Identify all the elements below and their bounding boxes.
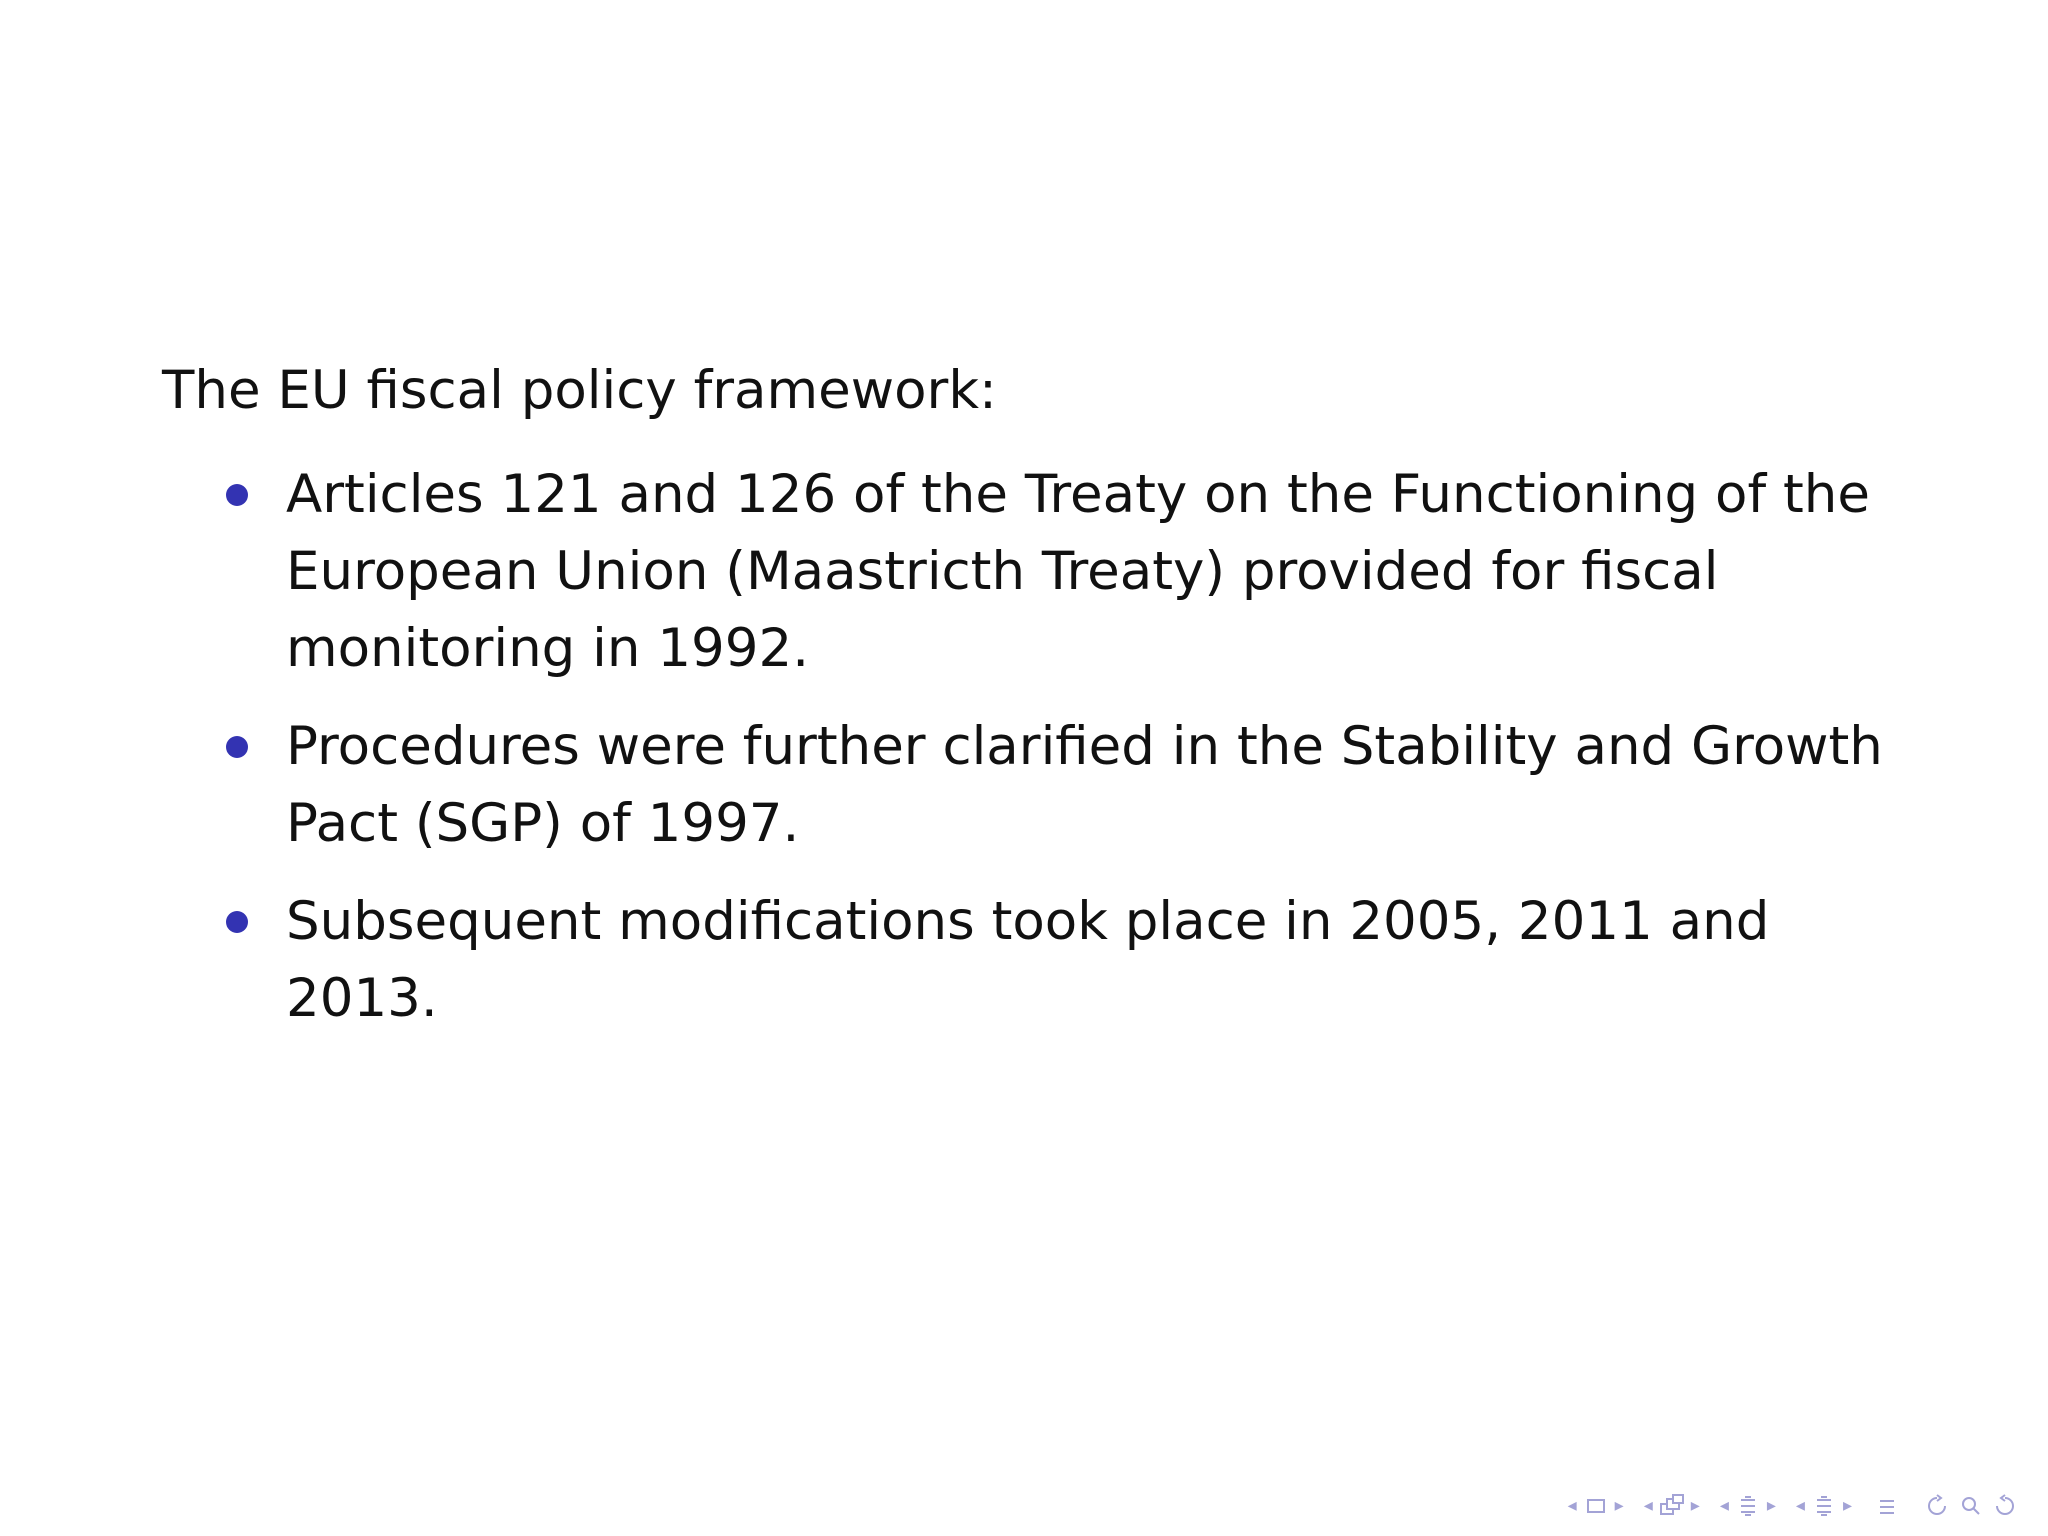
nav-frame-group[interactable] bbox=[1568, 1491, 1624, 1521]
bullet-dot-icon bbox=[226, 911, 248, 933]
bullet-list bbox=[162, 456, 1912, 1037]
nav-right-arrow-icon[interactable]: ▸ bbox=[1614, 1495, 1624, 1516]
back-icon[interactable] bbox=[1922, 1491, 1952, 1521]
nav-left-arrow-icon[interactable]: ◂ bbox=[1643, 1495, 1653, 1516]
bullet-dot-icon bbox=[226, 484, 248, 506]
search-icon[interactable] bbox=[1956, 1491, 1986, 1521]
slide-content bbox=[162, 352, 1912, 1058]
forward-icon[interactable] bbox=[1990, 1491, 2020, 1521]
nav-subsection-group[interactable] bbox=[1644, 1491, 1700, 1521]
slide-intro: The EU fiscal policy framework: bbox=[162, 360, 997, 421]
presentation-icon[interactable] bbox=[1809, 1491, 1839, 1521]
list-item bbox=[162, 708, 1912, 862]
nav-section-group[interactable] bbox=[1720, 1491, 1776, 1521]
nav-right-arrow-icon[interactable]: ▸ bbox=[1842, 1495, 1852, 1516]
bullet-text: Articles 121 and 126 of the Treaty on the Functioning of the European Union (Maastricth Treaty) provided for fiscal monitoring in 1992. bbox=[286, 464, 1870, 679]
bullet-dot-icon bbox=[226, 736, 248, 758]
subsection-icon[interactable] bbox=[1657, 1491, 1687, 1521]
align-icon[interactable] bbox=[1872, 1491, 1902, 1521]
nav-presentation-group[interactable] bbox=[1796, 1491, 1852, 1521]
section-icon[interactable] bbox=[1733, 1491, 1763, 1521]
nav-search-group[interactable] bbox=[1922, 1491, 2020, 1521]
bullet-text: Subsequent modifications took place in 2005, 2011 and 2013. bbox=[286, 891, 1770, 1029]
nav-right-arrow-icon[interactable]: ▸ bbox=[1690, 1495, 1700, 1516]
list-item bbox=[162, 883, 1912, 1037]
nav-left-arrow-icon[interactable]: ◂ bbox=[1567, 1495, 1577, 1516]
nav-right-arrow-icon[interactable]: ▸ bbox=[1766, 1495, 1776, 1516]
frame-icon[interactable] bbox=[1581, 1491, 1611, 1521]
nav-left-arrow-icon[interactable]: ◂ bbox=[1719, 1495, 1729, 1516]
nav-align-group[interactable] bbox=[1872, 1491, 1902, 1521]
bullet-text: Procedures were further clarified in the Stability and Growth Pact (SGP) of 1997. bbox=[286, 716, 1883, 854]
list-item bbox=[162, 456, 1912, 687]
nav-left-arrow-icon[interactable]: ◂ bbox=[1795, 1495, 1805, 1516]
navigation-bar bbox=[1568, 1488, 2034, 1524]
